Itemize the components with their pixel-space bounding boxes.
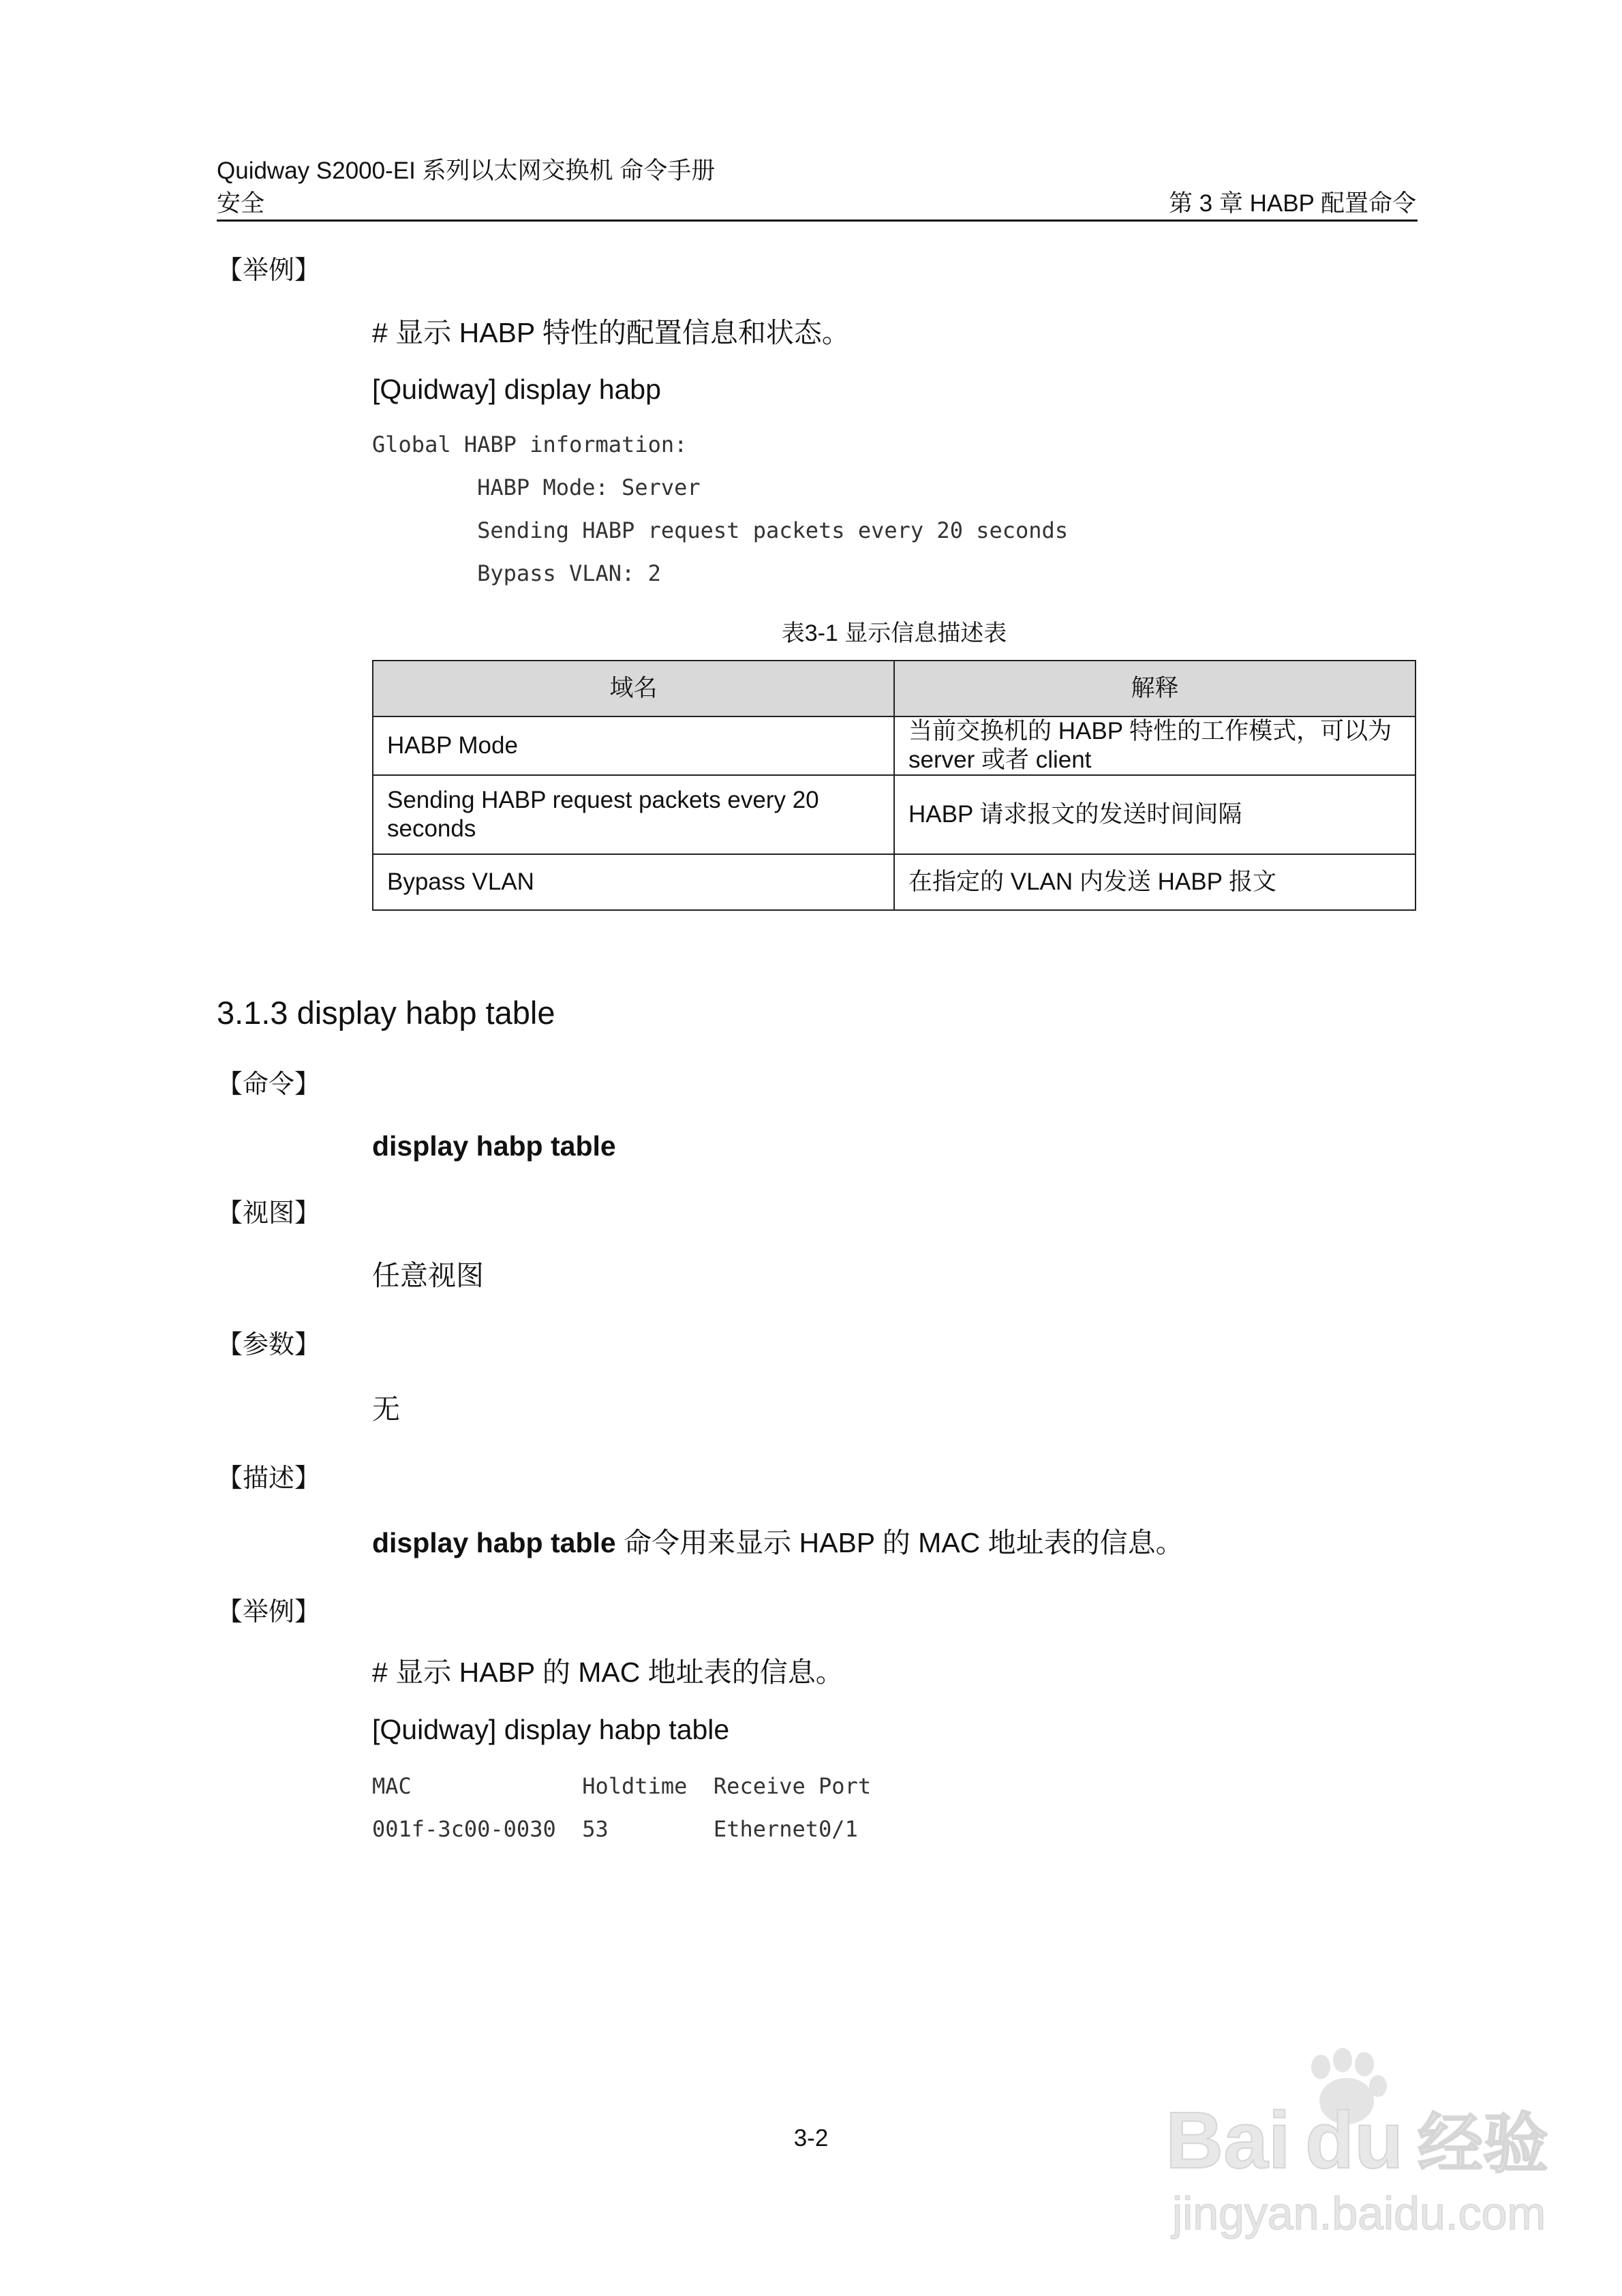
svg-text:经验: 经验 (1418, 2106, 1548, 2182)
description-rest: 命令用来显示 HABP 的 MAC 地址表的信息。 (615, 1527, 1184, 1558)
table-header-field: 域名 (373, 661, 894, 716)
example-command: [Quidway] display habp (372, 374, 661, 405)
info-table (372, 660, 1416, 911)
description-label: 【描述】 (217, 1464, 321, 1493)
output-line: 001f-3c00-0030 53 Ethernet0/1 (372, 1816, 858, 1842)
output-line: Global HABP information: (372, 432, 688, 457)
view-label: 【视图】 (217, 1199, 321, 1228)
output-line: Bypass VLAN: 2 (372, 560, 661, 586)
output-line: MAC Holdtime Receive Port (372, 1773, 872, 1799)
output-line: HABP Mode: Server (372, 474, 701, 500)
table-caption: 表3-1 显示信息描述表 (781, 620, 1007, 646)
section-heading: 3.1.3 display habp table (217, 995, 555, 1031)
table-row (373, 854, 1416, 910)
table-cell: Bypass VLAN (373, 854, 894, 910)
table-row (373, 716, 1416, 775)
params-label: 【参数】 (217, 1331, 321, 1359)
table-cell: Sending HABP request packets every 20 seconds (373, 775, 894, 854)
table-cell: HABP 请求报文的发送时间间隔 (894, 775, 1416, 854)
command-syntax: display habp table (372, 1130, 616, 1162)
example-description: # 显示 HABP 特性的配置信息和状态。 (372, 317, 850, 348)
header-subtitle: 安全 (217, 190, 265, 217)
example-command-2: [Quidway] display habp table (372, 1714, 730, 1745)
table-header-row (373, 661, 1416, 716)
description-command: display habp table (372, 1527, 616, 1558)
params-value: 无 (372, 1393, 400, 1425)
page-number: 3-2 (793, 2125, 829, 2151)
table-cell: 当前交换机的 HABP 特性的工作模式，可以为 server 或者 client (894, 716, 1416, 775)
svg-text:Bai: Bai (1165, 2096, 1291, 2186)
example-label: 【举例】 (217, 256, 321, 285)
view-value: 任意视图 (372, 1260, 484, 1291)
description-text (372, 1524, 1184, 1561)
header-rule (217, 220, 1418, 222)
table-header-description: 解释 (894, 661, 1416, 716)
baidu-watermark-logo (1152, 2052, 1548, 2256)
header-chapter: 第 3 章 HABP 配置命令 (1168, 190, 1416, 217)
table-row (373, 775, 1416, 854)
header-title: Quidway S2000-EI 系列以太网交换机 命令手册 (217, 157, 716, 184)
command-label: 【命令】 (217, 1070, 321, 1099)
svg-text:du: du (1305, 2096, 1404, 2186)
example-label-2: 【举例】 (217, 1598, 321, 1627)
table-cell: HABP Mode (373, 716, 894, 775)
output-line: Sending HABP request packets every 20 seconds (372, 517, 1069, 543)
table-cell: 在指定的 VLAN 内发送 HABP 报文 (894, 854, 1416, 910)
example-description-2: # 显示 HABP 的 MAC 地址表的信息。 (372, 1657, 844, 1688)
svg-text:jingyan.baidu.com: jingyan.baidu.com (1172, 2188, 1546, 2239)
